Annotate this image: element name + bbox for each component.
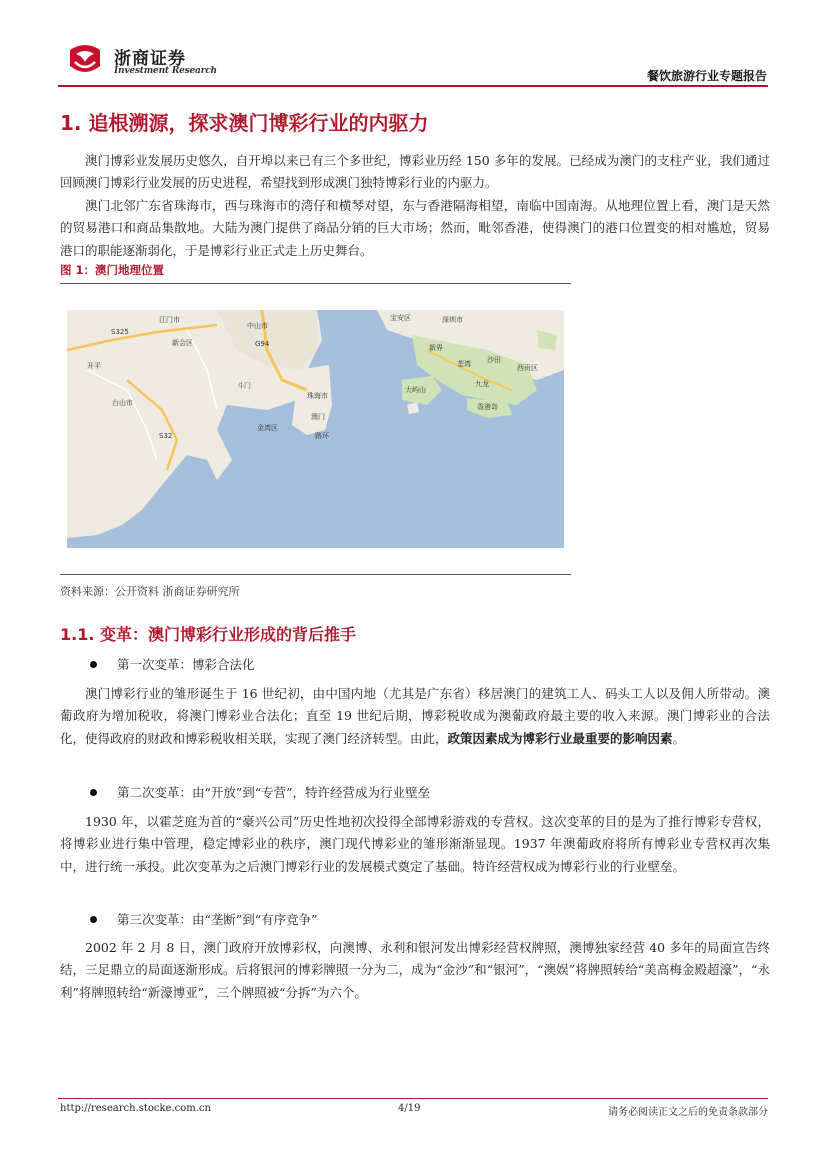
map-label-road-g94: G94: [255, 340, 270, 348]
map-graphic: [67, 310, 564, 548]
paragraph: 2002 年 2 月 8 日，澳门政府开放博彩权，向澳博、永利和银河发出博彩经营权牌照，澳博独家经营 40 多年的局面宣告终结，三足鼎立的局面逐渐形成。后将银河的博彩牌照一分为二，成为“金沙”和“银河”，“澳娱”将牌照转给“美高梅金殿超濠”，“永利”将牌照转给“新濠博亚”，三个牌照被“分拆”为六个。: [60, 940, 770, 1000]
footer-disclaimer: 请务必阅读正文之后的免责条款部分: [608, 1107, 768, 1118]
emphasis-text: 政策因素成为博彩行业最重要的影响因素: [447, 730, 673, 746]
zhuhai-land: [292, 365, 332, 435]
section-1-1-title: 1.1. 变革：澳门博彩行业形成的背后推手: [60, 625, 356, 644]
bullet-text: 第三次变革：由“垄断”到“有序竞争”: [117, 912, 318, 927]
paragraph-change-3: [60, 937, 770, 1004]
map-label-xiwan: 西贡区: [517, 364, 538, 372]
figure-caption: 图 1：澳门地理位置: [60, 263, 165, 277]
paragraph-change-1: [60, 683, 770, 750]
map-label-baoan: 宝安区: [390, 314, 411, 322]
bullet-text: 第一次变革：博彩合法化: [117, 657, 255, 672]
map-label-xinjie: 新界: [429, 344, 443, 352]
bullet-item: [90, 783, 430, 801]
bullet-icon: [90, 916, 97, 923]
bullet-text: 第二次变革：由“开放”到“专营”，特许经营成为行业壁垒: [117, 785, 431, 800]
map-label-shenzhen: 深圳市: [442, 316, 463, 324]
map-label-road-s325: S325: [111, 328, 129, 336]
map-label-lantau: 大屿山: [405, 386, 426, 394]
map-label-lubei: 路环: [315, 432, 329, 440]
section-1-title: 1. 追根溯源，探求澳门博彩行业的内驱力: [60, 111, 429, 135]
map-label-kaiping: 开平: [87, 362, 101, 370]
paragraph: 澳门博彩业发展历史悠久，自开埠以来已有三个多世纪，博彩业历经 150 多年的发展。已经成为澳门的支柱产业，我们通过回顾澳门博彩行业发展的历史进程，希望找到形成澳门独特博彩行业的内驱力。: [60, 153, 770, 191]
map-label-macau: 澳门: [311, 413, 325, 421]
bullet-item: [90, 910, 318, 928]
paragraph-text: 澳门博彩行业的雏形诞生于 16 世纪初，由中国内地（尤其是广东省）移居澳门的建筑工人、码头工人以及佣人所带动。澳葡政府为增加税收，将澳门博彩业合法化；直至 19 世纪后期，博彩税收成为澳葡政府最主要的收入来源。澳门博彩业的合法化，使得政府的财政和博彩税收相关联，实现了澳门经济转型。由此，: [60, 686, 770, 746]
footer-rule: [58, 1098, 768, 1099]
map-label-jiangmen: 江门市: [159, 316, 180, 324]
paragraph-end: 。: [672, 730, 686, 746]
bullet-item: [90, 655, 255, 673]
bullet-icon: [90, 661, 97, 668]
map-label-zhuhai: 珠海市: [307, 392, 328, 400]
figure-bottom-rule: [60, 574, 571, 575]
paragraph: 澳门北邻广东省珠海市，西与珠海市的湾仔和横琴对望，东与香港隔海相望，南临中国南海。从地理位置上看，澳门是天然的贸易港口和商品集散地。大陆为澳门提供了商品分销的巨大市场；然而，毗邻香港，使得澳门的港口位置变的相对尴尬，贸易港口的职能逐渐弱化，于是博彩行业正式走上历史舞台。: [60, 197, 770, 258]
footer-url[interactable]: http://research.stocke.com.cn: [60, 1103, 211, 1114]
brand-name-cn: 浙商证券: [114, 49, 186, 69]
map-label-kowloon: 九龙: [475, 380, 489, 388]
bullet-icon: [90, 789, 97, 796]
map-label-tsuen-wan: 荃湾: [457, 360, 471, 368]
island-1: [407, 402, 419, 414]
map-label-taishan: 台山市: [112, 399, 133, 407]
map-label-road-s32: S32: [159, 432, 173, 440]
paragraph: [60, 683, 770, 750]
map-label-jinwan: 金湾区: [257, 424, 278, 432]
figure-source: 资料来源：公开资料 浙商证券研究所: [60, 585, 240, 598]
logo-icon: [66, 42, 104, 76]
macau-location-map: [67, 310, 564, 548]
page-number: 4/19: [398, 1103, 421, 1114]
header-rule: [58, 85, 768, 87]
map-label-sha-tin: 沙田: [487, 356, 501, 364]
report-type: 餐饮旅游行业专题报告: [646, 69, 767, 83]
map-label-zhongshan: 中山市: [247, 322, 268, 330]
map-label-hk-island: 香港岛: [477, 403, 498, 411]
paragraph-change-2: [60, 811, 770, 878]
map-label-xinhui: 新会区: [172, 339, 193, 347]
map-label-doumen: 斗门: [237, 382, 251, 390]
section-1-body: [60, 150, 770, 262]
brand-name-en: Investment Research: [114, 66, 217, 76]
paragraph: 1930 年，以霍芝庭为首的“豪兴公司”历史性地初次投得全部博彩游戏的专营权。这次变革的目的是为了推行博彩专营权，将博彩业进行集中管理，稳定博彩业的秩序，澳门现代博彩业的雏形渐渐显现。1937 年澳葡政府将所有博彩业专营权再次集中，进行统一承投。此次变革为之后澳门博彩行业的发展模式奠定了基础。特许经营权成为博彩行业的行业壁垒。: [60, 814, 770, 874]
figure-top-rule: [60, 283, 571, 284]
